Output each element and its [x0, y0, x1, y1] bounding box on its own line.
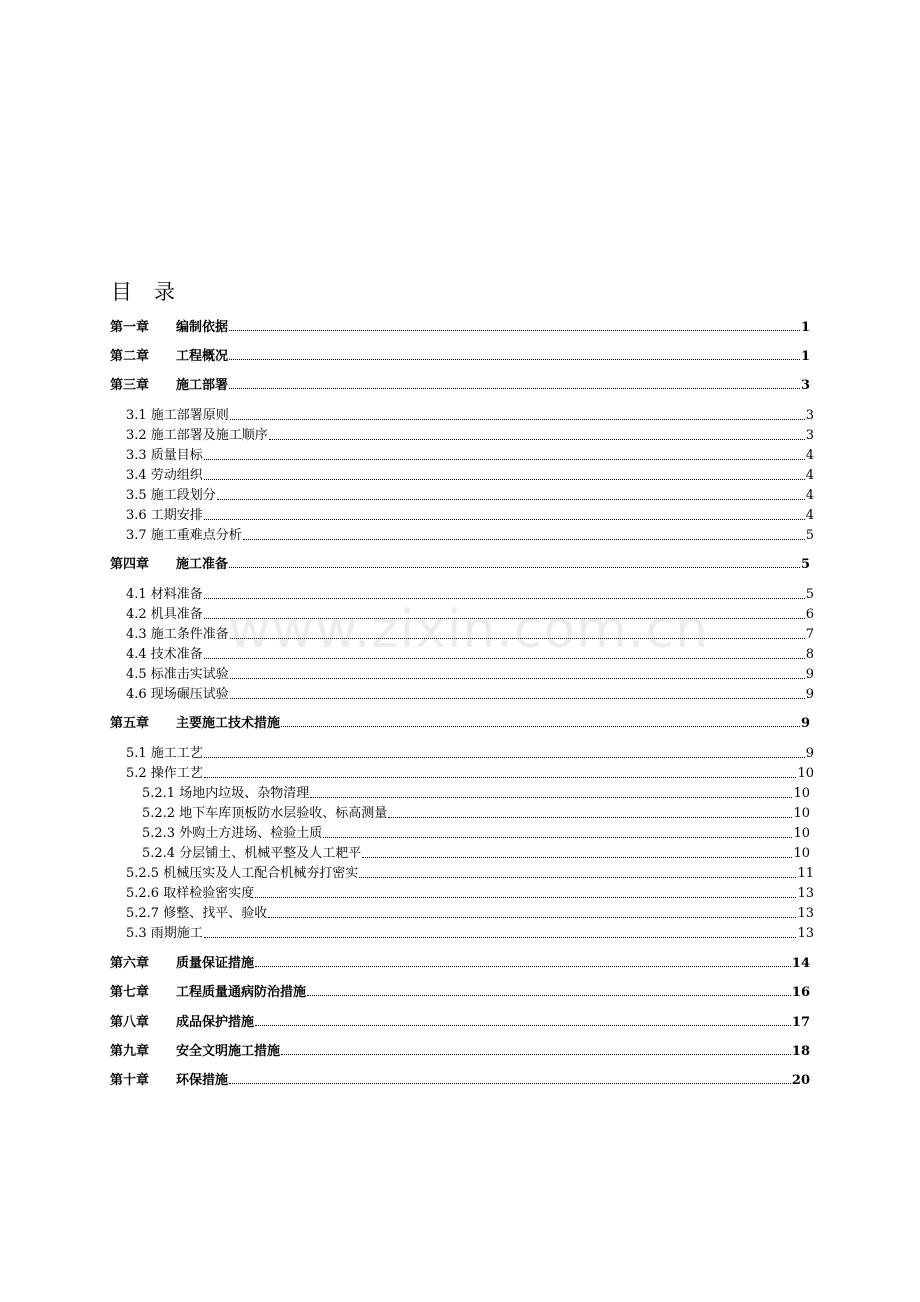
toc-entry-text: 5.2.6 取样检验密实度 [126, 886, 255, 901]
dot-leader [204, 757, 805, 758]
dot-leader [217, 499, 805, 500]
toc-entry-label [126, 742, 203, 761]
dot-leader [230, 678, 805, 679]
chapter-number: 第五章 [110, 716, 150, 731]
dot-leader [281, 1054, 791, 1055]
toc-entry-text: 3.4 劳动组织 [126, 468, 203, 483]
dot-leader [269, 439, 805, 440]
toc-section-entry[interactable] [142, 822, 810, 841]
dot-leader [204, 479, 805, 480]
toc-chapter-entry[interactable] [110, 1011, 810, 1030]
dot-leader [310, 797, 792, 798]
dot-leader [230, 419, 805, 420]
toc-section-entry[interactable] [126, 643, 814, 662]
toc-entry-label [110, 553, 228, 572]
toc-entry-label [110, 952, 254, 971]
toc-section-entry[interactable] [126, 404, 814, 423]
toc-section-entry[interactable] [126, 484, 814, 503]
toc-entry-label [126, 424, 268, 443]
toc-entry-text: 施工准备 [176, 557, 229, 572]
page-number: 10 [793, 826, 810, 841]
page-number: 9 [805, 667, 814, 682]
toc-entry-label [110, 1011, 254, 1030]
toc-entry-text: 5.2.3 外购土方进场、检验土质 [142, 826, 323, 841]
toc-section-entry[interactable] [126, 742, 814, 761]
page-number: 3 [805, 428, 814, 443]
page-number: 13 [797, 906, 814, 921]
toc-entry-label [110, 1069, 228, 1088]
toc-entry-text: 4.3 施工条件准备 [126, 627, 229, 642]
toc-entry-text: 4.1 材料准备 [126, 587, 203, 602]
toc-entry-label [126, 464, 203, 483]
dot-leader [230, 638, 805, 639]
toc-entry-label [126, 444, 203, 463]
toc-section-entry[interactable] [126, 663, 814, 682]
toc-entry-label [110, 981, 306, 1000]
toc-entry-label [126, 882, 254, 901]
toc-section-entry[interactable] [126, 683, 814, 702]
toc-title: 目录 [111, 280, 197, 304]
page-number: 10 [793, 806, 810, 821]
toc-entry-text: 3.1 施工部署原则 [126, 408, 229, 423]
chapter-number: 第六章 [110, 956, 150, 971]
dot-leader [204, 937, 797, 938]
toc-entry-label [126, 663, 229, 682]
toc-entry-text: 4.4 技术准备 [126, 647, 203, 662]
chapter-number: 第四章 [110, 557, 150, 572]
toc-entry-label [126, 603, 203, 622]
dot-leader [230, 698, 805, 699]
toc-entry-text: 5.3 雨期施工 [126, 926, 203, 941]
watermark-text: www.zixin.com.cn [228, 600, 709, 660]
toc-entry-label [110, 1040, 280, 1059]
toc-entry-label [110, 345, 228, 364]
toc-section-entry[interactable] [142, 802, 810, 821]
toc-entry-label [126, 902, 267, 921]
toc-chapter-entry[interactable] [110, 553, 810, 572]
toc-entry-label [126, 583, 203, 602]
toc-section-entry[interactable] [126, 862, 814, 881]
toc-entry-label [142, 822, 322, 841]
dot-leader [243, 539, 805, 540]
toc-entry-text: 工程质量通病防治措施 [176, 985, 307, 1000]
toc-entry-text: 5.2.4 分层铺土、机械平整及人工耙平 [142, 846, 362, 861]
toc-entry-text: 5.1 施工工艺 [126, 746, 203, 761]
toc-section-entry[interactable] [126, 603, 814, 622]
page-number: 9 [805, 746, 814, 761]
page-number: 5 [800, 557, 810, 572]
dot-leader [229, 359, 800, 360]
toc-entry-text: 5.2.2 地下车库顶板防水层验收、标高测量 [142, 806, 388, 821]
dot-leader [255, 897, 796, 898]
page-number: 10 [793, 786, 810, 801]
page-number: 3 [800, 378, 810, 393]
toc-entry-text: 5.2 操作工艺 [126, 766, 203, 781]
page-number: 9 [800, 716, 810, 731]
toc-entry-text: 施工部署 [176, 378, 229, 393]
toc-chapter-entry[interactable] [110, 316, 810, 335]
toc-section-entry[interactable] [126, 882, 814, 901]
toc-section-entry[interactable] [126, 902, 814, 921]
page-number: 1 [800, 320, 810, 335]
toc-entry-label [126, 524, 242, 543]
page-number: 5 [805, 587, 814, 602]
toc-chapter-entry[interactable] [110, 1069, 810, 1088]
toc-entry-label [110, 316, 228, 335]
chapter-number: 第九章 [110, 1044, 150, 1059]
chapter-number: 第十章 [110, 1073, 150, 1088]
toc-entry-text: 5.2.1 场地内垃圾、杂物清理 [142, 786, 310, 801]
toc-chapter-entry[interactable] [110, 981, 810, 1000]
dot-leader [255, 1025, 791, 1026]
toc-entry-text: 4.2 机具准备 [126, 607, 203, 622]
page-number: 10 [793, 846, 810, 861]
toc-chapter-entry[interactable] [110, 345, 810, 364]
toc-chapter-entry[interactable] [110, 952, 810, 971]
dot-leader [268, 917, 796, 918]
dot-leader [204, 777, 797, 778]
toc-entry-text: 3.3 质量目标 [126, 448, 203, 463]
page-number: 6 [805, 607, 814, 622]
page-number: 14 [791, 956, 810, 971]
page-number: 4 [805, 488, 814, 503]
toc-section-entry[interactable] [126, 762, 814, 781]
toc-entry-text: 编制依据 [176, 320, 229, 335]
toc-entry-label [126, 623, 229, 642]
dot-leader [204, 598, 805, 599]
toc-section-entry[interactable] [126, 623, 814, 642]
toc-entry-text: 质量保证措施 [176, 956, 255, 971]
page-number: 20 [791, 1073, 810, 1088]
dot-leader [255, 966, 791, 967]
toc-entry-label [126, 862, 358, 881]
toc-entry-text: 安全文明施工措施 [176, 1044, 281, 1059]
toc-section-entry[interactable] [142, 842, 810, 861]
page-number: 4 [805, 508, 814, 523]
page-number: 8 [805, 647, 814, 662]
toc-section-entry[interactable] [126, 524, 814, 543]
chapter-number: 第七章 [110, 985, 150, 1000]
page-number: 18 [791, 1044, 810, 1059]
toc-section-entry[interactable] [126, 583, 814, 602]
dot-leader [204, 618, 805, 619]
dot-leader [204, 459, 805, 460]
toc-entry-label [126, 504, 203, 523]
toc-section-entry[interactable] [126, 922, 814, 941]
page-number: 9 [805, 687, 814, 702]
dot-leader [323, 837, 792, 838]
page-number: 4 [805, 468, 814, 483]
toc-entry-label [126, 484, 216, 503]
dot-leader [229, 1083, 791, 1084]
toc-chapter-entry[interactable] [110, 1040, 810, 1059]
toc-entry-text: 成品保护措施 [176, 1015, 255, 1030]
toc-entry-text: 3.6 工期安排 [126, 508, 203, 523]
page-number: 7 [805, 627, 814, 642]
toc-entry-label [126, 404, 229, 423]
toc-entry-text: 4.6 现场碾压试验 [126, 687, 229, 702]
toc-entry-label [142, 802, 387, 821]
dot-leader [229, 567, 800, 568]
page-number: 1 [800, 349, 810, 364]
toc-entry-text: 3.5 施工段划分 [126, 488, 216, 503]
toc-section-entry[interactable] [126, 504, 814, 523]
toc-section-entry[interactable] [142, 782, 810, 801]
toc-entry-label [142, 782, 309, 801]
chapter-number: 第八章 [110, 1015, 150, 1030]
toc-entry-label [110, 374, 228, 393]
toc-chapter-entry[interactable] [110, 374, 810, 393]
page-number: 5 [805, 528, 814, 543]
page-number: 10 [797, 766, 814, 781]
page-number: 3 [805, 408, 814, 423]
toc-entry-label [142, 842, 361, 861]
toc-entry-text: 4.5 标准击实试验 [126, 667, 229, 682]
toc-entry-text: 3.2 施工部署及施工顺序 [126, 428, 268, 443]
page-number: 17 [791, 1015, 810, 1030]
toc-section-entry[interactable] [126, 464, 814, 483]
page-number: 16 [791, 985, 810, 1000]
page-number: 13 [797, 886, 814, 901]
dot-leader [204, 658, 805, 659]
dot-leader [359, 877, 796, 878]
dot-leader [229, 330, 800, 331]
toc-entry-label [126, 643, 203, 662]
toc-chapter-entry[interactable] [110, 712, 810, 731]
page-number: 4 [805, 448, 814, 463]
dot-leader [388, 817, 792, 818]
toc-entry-text: 5.2.7 修整、找平、验收 [126, 906, 268, 921]
toc-entry-text: 主要施工技术措施 [176, 716, 281, 731]
toc-entry-label [110, 712, 280, 731]
dot-leader [229, 388, 800, 389]
dot-leader [307, 995, 791, 996]
toc-entry-text: 5.2.5 机械压实及人工配合机械夯打密实 [126, 866, 359, 881]
dot-leader [362, 857, 792, 858]
toc-entry-label [126, 762, 203, 781]
toc-entry-label [126, 922, 203, 941]
page-number: 13 [797, 926, 814, 941]
page-number: 11 [797, 866, 814, 881]
dot-leader [204, 519, 805, 520]
toc-entry-text: 工程概况 [176, 349, 229, 364]
toc-section-entry[interactable] [126, 424, 814, 443]
dot-leader [281, 726, 800, 727]
toc-section-entry[interactable] [126, 444, 814, 463]
toc-entry-label [126, 683, 229, 702]
chapter-number: 第一章 [110, 320, 150, 335]
chapter-number: 第二章 [110, 349, 150, 364]
chapter-number: 第三章 [110, 378, 150, 393]
toc-entry-text: 3.7 施工重难点分析 [126, 528, 242, 543]
toc-entry-text: 环保措施 [176, 1073, 229, 1088]
